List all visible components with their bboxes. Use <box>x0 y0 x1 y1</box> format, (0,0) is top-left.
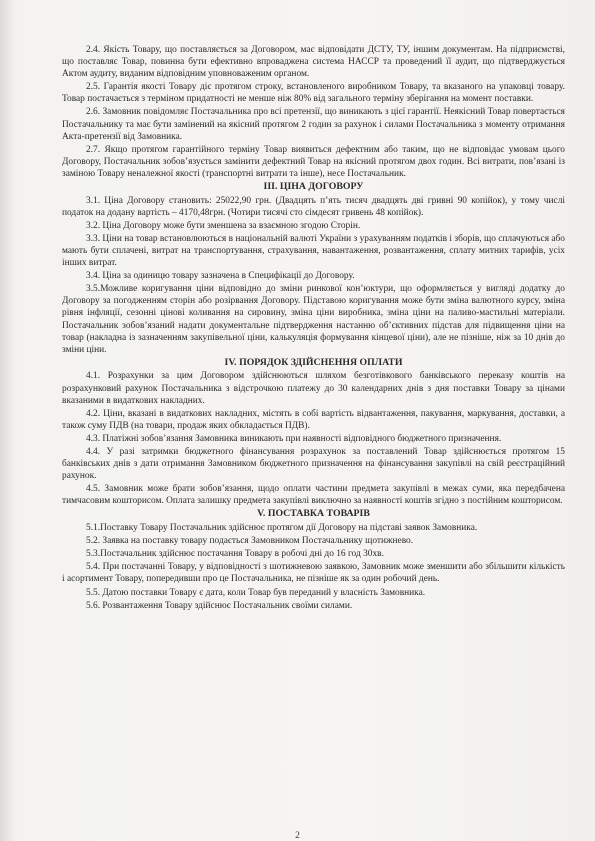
contract-clause: 3.5.Можливе коригування ціни відповідно до зміни ринкової кон’юктури, що оформляється у вигляді додатку до Договору за погодженням сторін або розірвання Договору. Підставою коригування може бути зміна валютного курсу, зміна рівня інфляції, сезонні цінові коливання на сировину, зміна ціни виробника, зміна ціни на паливо-мастильні матеріали. Постачальник зобов’язаний надати документальне підтвердження настанню об’єктивних підстав для підвищення ціни на товар (накладна із зазначенням закупівельної ціни, калькуляція формування кінцевої ціни), але не пізніше, ніж за 10 днів до зміни ціни. <box>62 284 565 355</box>
document-body <box>62 44 565 612</box>
contract-clause: 4.2. Ціни, вказані в видаткових накладних, містять в собі вартість відвантаження, пакування, маркування, доставки, а також суму ПДВ (на товари, продаж яких обкладається ПДВ). <box>62 408 565 431</box>
contract-clause: 5.3.Постачальник здійснює постачання Товару в робочі дні до 16 год 30хв. <box>86 549 384 560</box>
section-heading: IV. ПОРЯДОК ЗДІЙСНЕННЯ ОПЛАТИ <box>224 356 403 368</box>
contract-clause: 3.4. Ціна за одиницю товару зазначена в Специфікації до Договору. <box>86 271 355 282</box>
contract-clause: 5.2. Заявка на поставку товару подається Замовником Постачальнику щотижнево. <box>86 536 414 547</box>
contract-clause: 3.1. Ціна Договору становить: 25022,90 грн. (Двадцять п’ять тисяч двадцять дві гривні 90 копійок), у тому числі податок на додану вартість – 4170,48грн. (Чотири тисячі сто сімдесят гривень 48 копійок). <box>62 195 565 218</box>
contract-clause: 4.3. Платіжні зобов’язання Замовника виникають при наявності відповідного бюджетного призначення. <box>86 433 502 444</box>
contract-clause: 3.2. Ціна Договору може бути зменшена за взаємною згодою Сторін. <box>86 220 361 231</box>
contract-clause: 4.1. Розрахунки за цим Договором здійснюються шляхом безготівкового банківського переказу коштів на розрахунковий рахунок Постачальника з відстрочкою платежу до 30 календарних днів з дня поставки Товару за цінами вказаними в видаткових накладних. <box>62 371 565 406</box>
page-edge-shadow <box>0 0 14 841</box>
contract-clause: 5.1.Поставку Товару Постачальник здійснює протягом дії Договору на підставі заявок Замовника. <box>86 523 478 534</box>
contract-clause: 5.4. При постачанні Товару, у відповідності з шотижневою заявкою, Замовник може зменшити або збільшити кількість і асортимент Товару, попередивши про це Постачальника, не пізніше як за один робочий день. <box>62 562 565 585</box>
section-heading: ІІІ. ЦІНА ДОГОВОРУ <box>263 181 364 193</box>
page-number: 2 <box>295 831 300 841</box>
contract-clause: 2.4. Якість Товару, що поставляється за Договором, має відповідати ДСТУ, ТУ, іншим документам. На підприємстві, що поставляє Товар, повинна бути ефективно впроваджена система НАССР та проведений її аудит, що підтверджується Актом аудиту, виданим відповідним уповноваженим органом. <box>62 45 565 80</box>
contract-clause: 5.5. Датою поставки Товару є дата, коли Товар був переданий у власність Замовника. <box>86 587 426 598</box>
contract-clause: 5.6. Розвантаження Товару здійснює Постачальник своїми силами. <box>86 600 353 611</box>
contract-clause: 2.7. Якщо протягом гарантійного терміну Товар виявиться дефектним або таким, що не відповідає умовам цього Договору, Постачальник зобов’язується замінити дефектний Товар на якісний протягом двох годин. Всі витрати, пов’язані із заміною Товару неналежної якості (транспортні витрати та інше), несе Постачальник. <box>62 144 565 179</box>
section-heading: V. ПОСТАВКА ТОВАРІВ <box>257 508 370 520</box>
contract-clause: 4.5. Замовник може брати зобов’язання, щодо оплати частини предмета закупівлі в межах суми, яка передбачена тимчасовим кошторисом. Оплата залишку предмета закупівлі виключно за наявності коштів згідно з постійним кошторисом. <box>62 484 565 507</box>
contract-clause: 2.5. Гарантія якості Товару діє протягом строку, встановленого виробником Товару, та вказаного на упаковці товару. Товар постачається з терміном придатності не менше ніж 80% від загального терміну зберігання на момент поставки. <box>62 82 565 105</box>
contract-clause: 2.6. Замовник повідомляє Постачальника про всі претензії, що виникають з цієї гарантії. Неякісний Товар повертається Постачальнику та має бути замінений на якісний протягом 2 годин за рахунок і силами Постачальника з моменту отримання Акта-претензії від Замовника. <box>62 107 565 142</box>
contract-clause: 4.4. У разі затримки бюджетного фінансування розрахунок за поставлений Товар здійснюється протягом 15 банківських днів з дати отримання Замовником бюджетного призначення на фінансування закупівлі на свій реєстраційний рахунок. <box>62 447 565 482</box>
contract-clause: 3.3. Ціни на товар встановлюються в національній валюті України з урахуванням податків і зборів, що сплачуються або мають бути сплачені, витрат на транспортування, страхування, навантаження, розвантаження, сплату митних тарифів, усіх інших витрат. <box>62 233 565 269</box>
